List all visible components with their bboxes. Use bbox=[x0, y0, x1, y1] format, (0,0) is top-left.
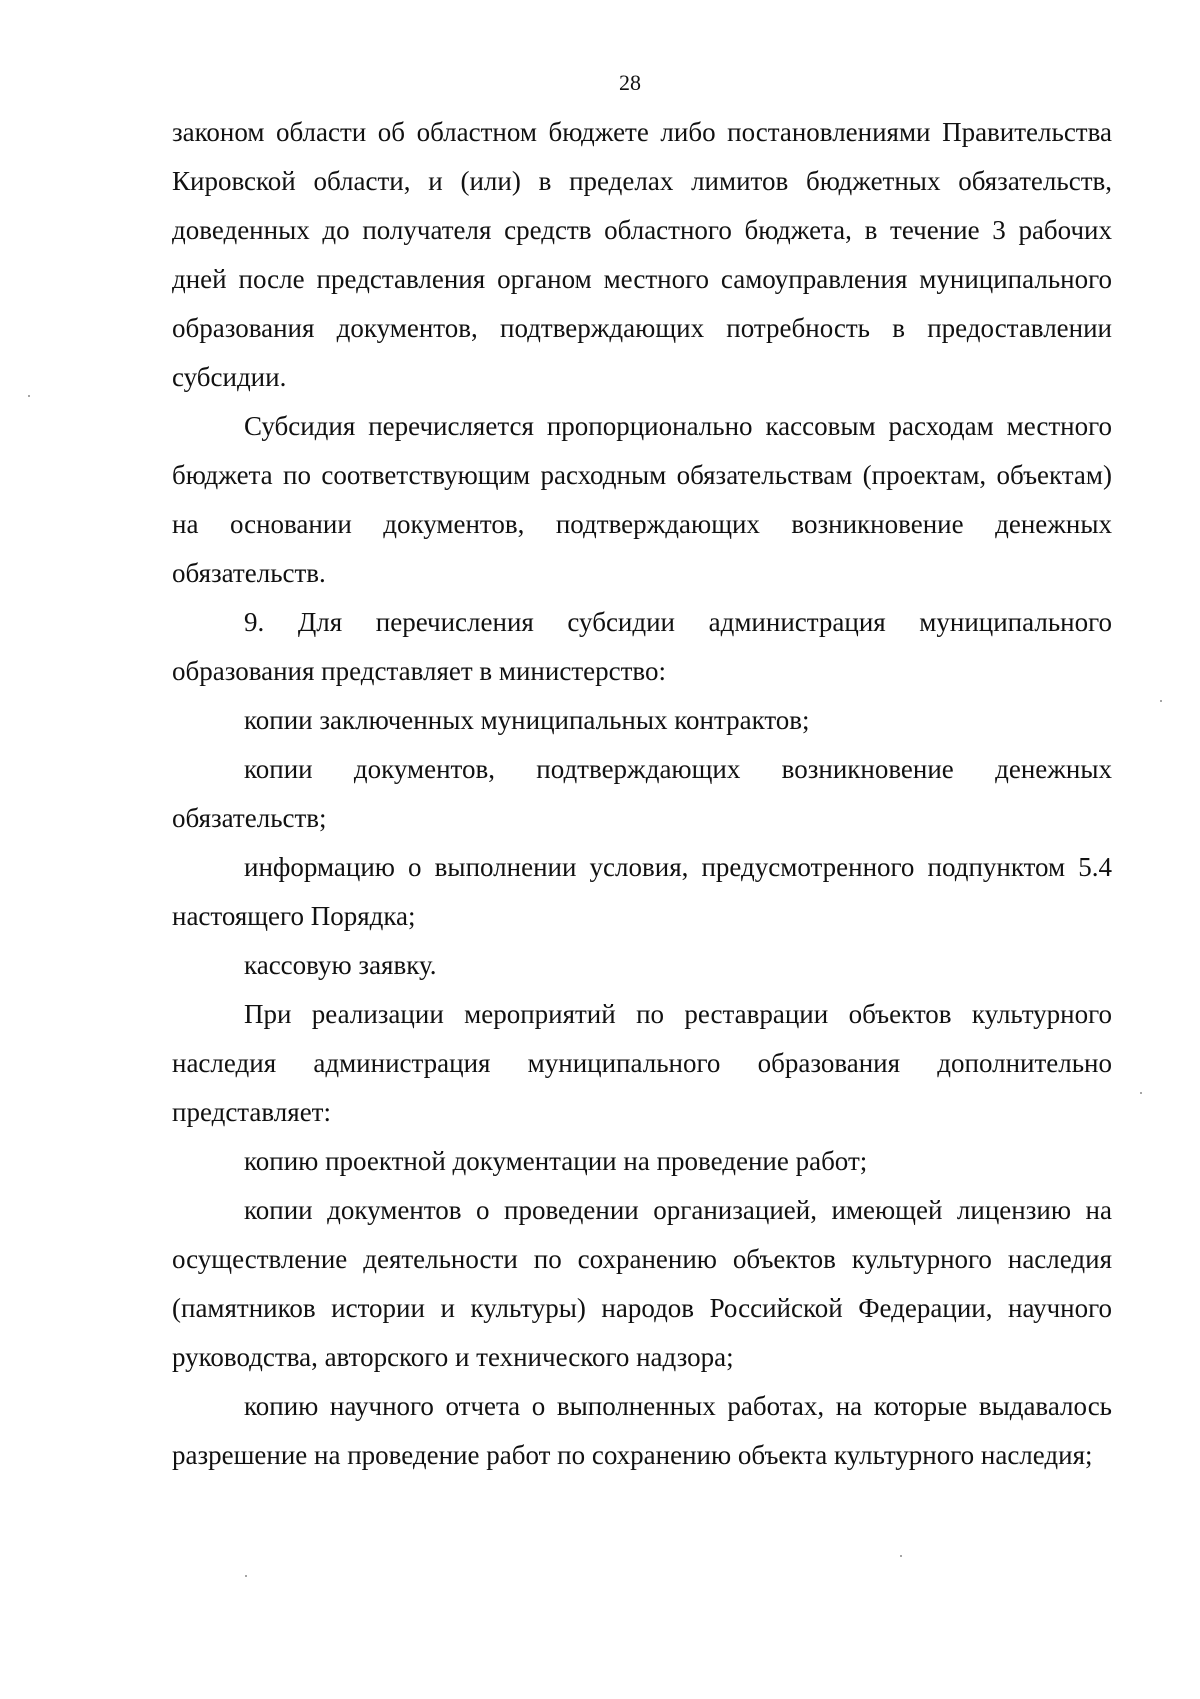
scan-speck bbox=[28, 395, 30, 397]
list-item: информацию о выполнении условия, предусмотренного подпунктом 5.4 настоящего Порядка; bbox=[172, 852, 1112, 931]
scan-speck bbox=[1160, 700, 1162, 702]
list-item: копию научного отчета о выполненных работах, на которые выдавалось разрешение на проведение работ по сохранению объекта культурного наследия; bbox=[172, 1391, 1112, 1470]
list-item: копию проектной документации на проведение работ; bbox=[244, 1146, 868, 1176]
list-item: копии заключенных муниципальных контрактов; bbox=[244, 705, 810, 735]
scan-speck bbox=[900, 1555, 902, 1557]
page-number: 28 bbox=[619, 70, 641, 95]
paragraph-subsidy-transfer: Субсидия перечисляется пропорционально кассовым расходам местного бюджета по соответствующим расходным обязательствам (проектам, объектам) на основании документов, подтверждающих возникновение денежных обязательств. bbox=[172, 411, 1112, 588]
list-item: копии документов о проведении организацией, имеющей лицензию на осуществление деятельности по сохранению объектов культурного наследия (памятников истории и культуры) народов Российской Федерации, научного руководства, авторского и технического надзора; bbox=[172, 1195, 1112, 1372]
paragraph-continuation: законом области об областном бюджете либо постановлениями Правительства Кировской области, и (или) в пределах лимитов бюджетных обязательств, доведенных до получателя средств областного бюджета, в течение 3 рабочих дней после представления органом местного самоуправления муниципального образования документов, подтверждающих потребность в предоставлении субсидии. bbox=[172, 117, 1112, 392]
scan-speck bbox=[1140, 1092, 1142, 1094]
paragraph-item-9: 9. Для перечисления субсидии администрация муниципального образования представляет в министерство: bbox=[172, 607, 1112, 686]
list-item: кассовую заявку. bbox=[244, 950, 437, 980]
document-body bbox=[172, 108, 1112, 1480]
list-item: копии документов, подтверждающих возникновение денежных обязательств; bbox=[172, 754, 1112, 833]
scan-speck bbox=[245, 1575, 247, 1577]
paragraph-restoration: При реализации мероприятий по реставрации объектов культурного наследия администрация муниципального образования дополнительно представляет: bbox=[172, 999, 1112, 1127]
